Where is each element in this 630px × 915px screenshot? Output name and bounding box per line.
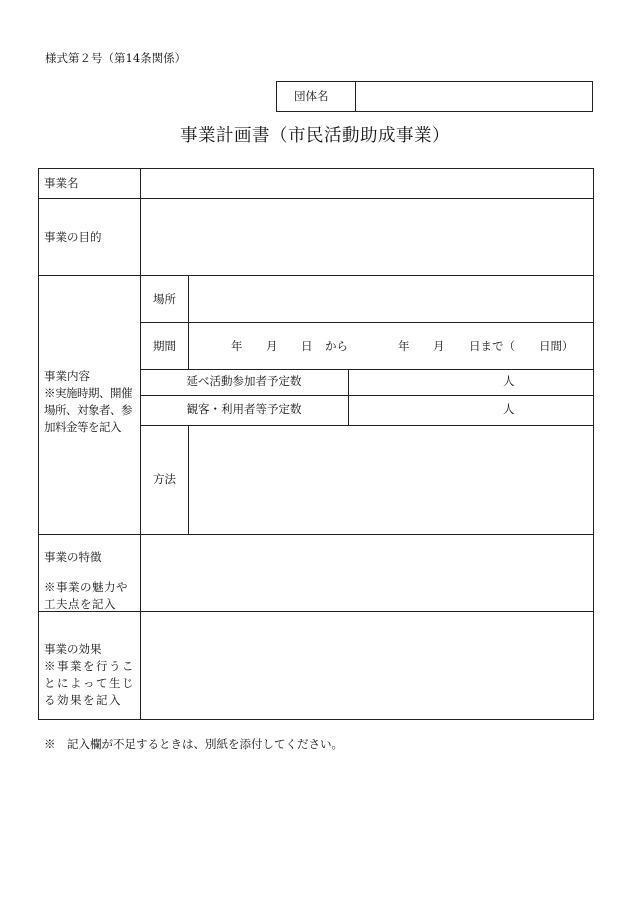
audience-label: 観客・利用者等予定数 (186, 402, 302, 416)
period-from: から (325, 339, 348, 353)
rule-after-purpose (38, 275, 594, 276)
rule-after-period (140, 369, 594, 370)
place-label: 場所 (153, 292, 176, 306)
rule-after-participants (140, 395, 594, 396)
participants-unit: 人 (503, 374, 515, 388)
period-until: 日まで（ (469, 339, 515, 353)
document-title: 事業計画書（市民活動助成事業） (180, 126, 450, 146)
period-end-year-unit: 年 (398, 339, 410, 353)
participants-label: 延べ活動参加者予定数 (186, 374, 302, 388)
rule-after-audience (140, 425, 594, 426)
period-start-month-unit: 月 (266, 339, 278, 353)
features-note: ※事業の魅力や工夫点を記入 (44, 580, 128, 611)
period-start-day-unit: 日 (301, 339, 313, 353)
period-label: 期間 (153, 339, 176, 353)
purpose-label: 事業の目的 (44, 230, 102, 244)
period-days-unit: 日間） (539, 339, 574, 353)
effects-note: ※事業を行うことによって生じる効果を記入 (44, 659, 135, 707)
count-divider (348, 369, 349, 425)
org-name-label: 団体名 (294, 89, 329, 103)
rule-after-content (38, 534, 594, 535)
form-number: 様式第２号（第14条関係） (45, 51, 187, 65)
method-divider (188, 425, 189, 534)
method-label: 方法 (153, 472, 176, 486)
period-end-month-unit: 月 (433, 339, 445, 353)
period-start-year-unit: 年 (231, 339, 243, 353)
content-note: ※実施時期、開催場所、対象者、参加料金等を記入 (44, 386, 132, 434)
rule-after-project-name (38, 198, 594, 199)
rule-after-place (140, 322, 594, 323)
project-name-label: 事業名 (44, 176, 79, 190)
audience-unit: 人 (503, 402, 515, 416)
place-period-divider (188, 275, 189, 369)
org-name-divider (355, 81, 356, 112)
features-label: 事業の特徴 (44, 550, 102, 564)
label-column-divider (140, 168, 141, 720)
effects-label: 事業の効果 (44, 642, 102, 656)
plan-table (38, 168, 594, 720)
footnote: ※ 記入欄が不足するときは、別紙を添付してください。 (44, 737, 343, 751)
content-label: 事業内容 (44, 369, 90, 383)
